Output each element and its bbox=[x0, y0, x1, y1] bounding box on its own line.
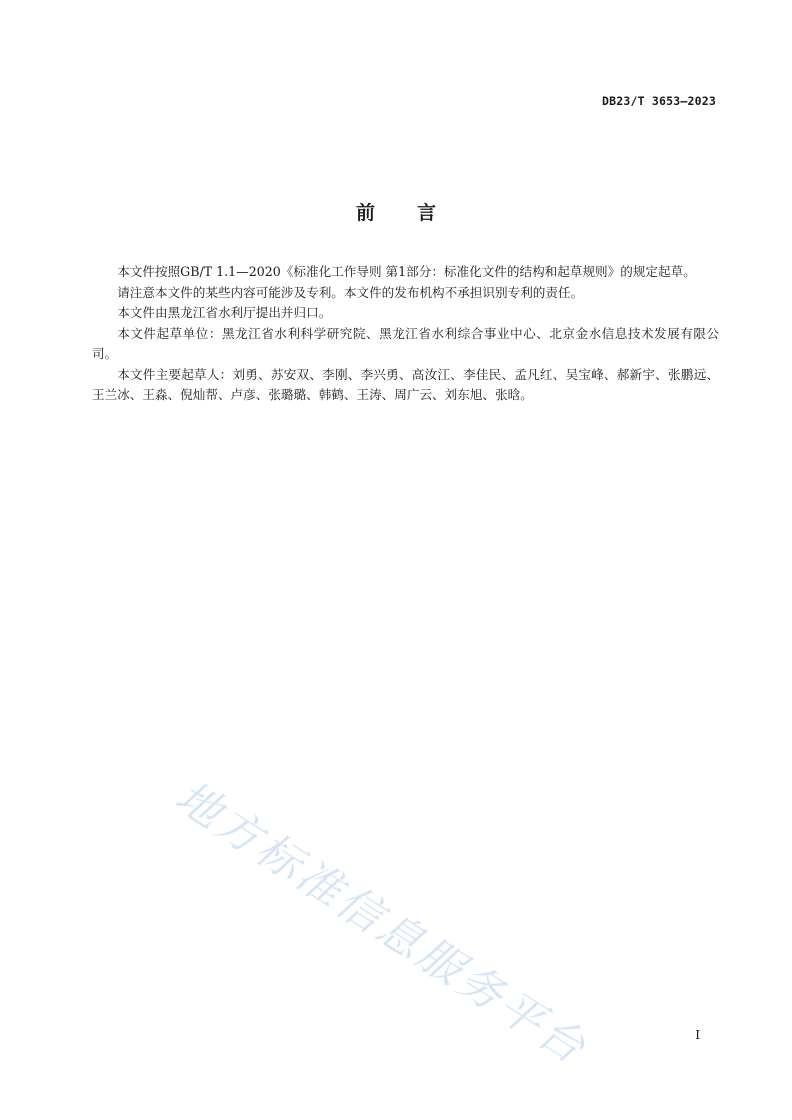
paragraph-patent-notice: 请注意本文件的某些内容可能涉及专利。本文件的发布机构不承担识别专利的责任。 bbox=[117, 284, 584, 300]
paragraph-drafting-units: 本文件起草单位：黑龙江省水利科学研究院、黑龙江省水利综合事业中心、北京金水信息技术发展有限公司。 bbox=[92, 325, 719, 361]
watermark-text: 地方标准信息服务平台 bbox=[166, 771, 597, 1076]
paragraph-drafters: 本文件主要起草人：刘勇、苏安双、李刚、李兴勇、高汝江、李佳民、孟凡红、吴宝峰、郝新宇、张鹏远、王兰冰、王淼、倪灿帮、卢彦、张璐璐、韩鹤、王涛、周广云、刘东旭、张晗。 bbox=[92, 366, 719, 402]
page-number: I bbox=[695, 1028, 700, 1042]
document-code: DB23/T 3653—2023 bbox=[602, 94, 716, 108]
paragraph-proposer: 本文件由黑龙江省水利厅提出并归口。 bbox=[117, 305, 332, 320]
page-title: 前言 bbox=[355, 202, 478, 224]
paragraph-drafting-rules: 本文件按照GB/T 1.1—2020《标准化工作导则 第1部分：标准化文件的结构和起草规则》的规定起草。 bbox=[117, 264, 696, 279]
document-body bbox=[92, 262, 719, 406]
